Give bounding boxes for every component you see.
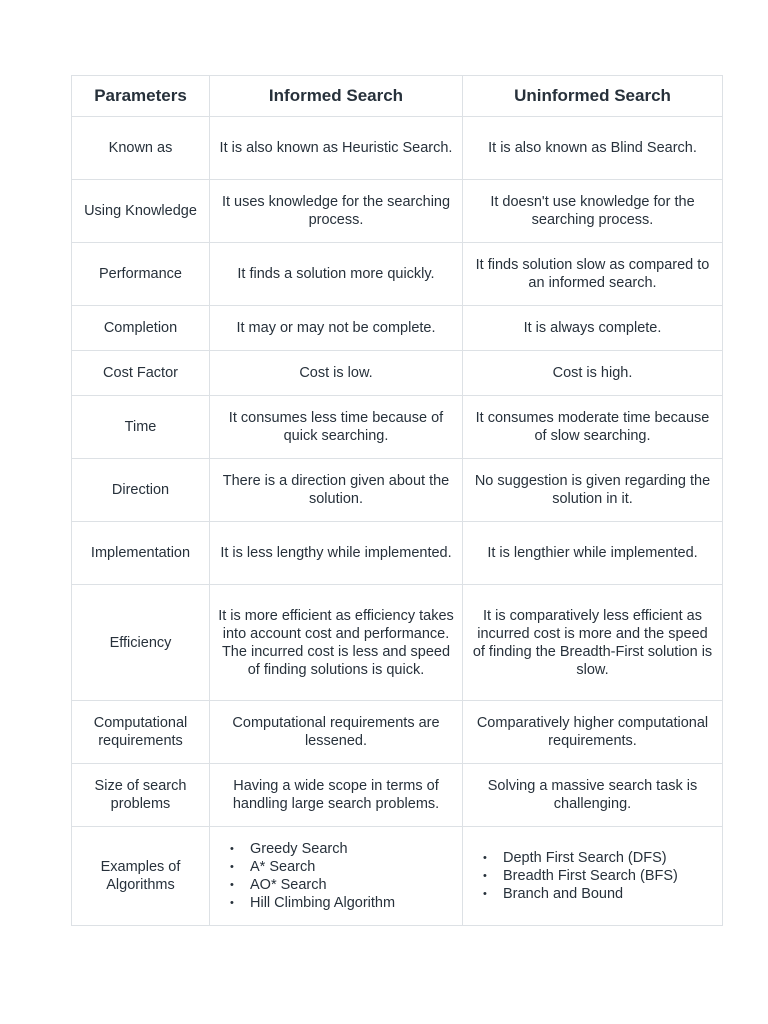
informed-cell: It finds a solution more quickly. <box>210 243 463 306</box>
uninformed-cell: Cost is high. <box>463 351 723 396</box>
parameter-cell: Known as <box>72 117 210 180</box>
informed-algorithms-list <box>218 840 454 912</box>
uninformed-cell: It doesn't use knowledge for the searching process. <box>463 180 723 243</box>
table-row <box>72 243 723 306</box>
parameter-cell: Cost Factor <box>72 351 210 396</box>
header-informed-search: Informed Search <box>210 76 463 117</box>
uninformed-cell: It is comparatively less efficient as incurred cost is more and the speed of finding the Breadth-First solution is slow. <box>463 585 723 701</box>
uninformed-cell: No suggestion is given regarding the solution in it. <box>463 459 723 522</box>
table-row <box>72 117 723 180</box>
informed-cell: Having a wide scope in terms of handling large search problems. <box>210 764 463 827</box>
header-uninformed-search: Uninformed Search <box>463 76 723 117</box>
list-item <box>230 894 454 912</box>
table-row <box>72 459 723 522</box>
bullet-icon: • <box>483 870 487 882</box>
list-item <box>483 867 714 885</box>
parameter-cell: Completion <box>72 306 210 351</box>
comparison-table <box>71 75 723 926</box>
uninformed-cell: Solving a massive search task is challenging. <box>463 764 723 827</box>
informed-algorithms-cell <box>210 827 463 926</box>
informed-cell: It may or may not be complete. <box>210 306 463 351</box>
bullet-icon: • <box>483 888 487 900</box>
parameter-cell: Direction <box>72 459 210 522</box>
uninformed-cell: It is also known as Blind Search. <box>463 117 723 180</box>
parameter-cell: Examples of Algorithms <box>72 827 210 926</box>
list-item <box>230 876 454 894</box>
bullet-icon: • <box>230 843 234 855</box>
uninformed-cell: Comparatively higher computational requirements. <box>463 701 723 764</box>
informed-cell: It consumes less time because of quick searching. <box>210 396 463 459</box>
header-parameters: Parameters <box>72 76 210 117</box>
parameter-cell: Size of search problems <box>72 764 210 827</box>
bullet-icon: • <box>483 852 487 864</box>
parameter-cell: Performance <box>72 243 210 306</box>
uninformed-cell: It finds solution slow as compared to an informed search. <box>463 243 723 306</box>
table-row <box>72 827 723 926</box>
uninformed-cell: It is always complete. <box>463 306 723 351</box>
informed-cell: There is a direction given about the solution. <box>210 459 463 522</box>
list-item <box>483 885 714 903</box>
uninformed-algorithms-list <box>471 849 714 903</box>
table-row <box>72 180 723 243</box>
uninformed-algorithms-cell <box>463 827 723 926</box>
table-row <box>72 585 723 701</box>
list-item-label: Branch and Bound <box>503 886 624 902</box>
uninformed-cell: It consumes moderate time because of slow searching. <box>463 396 723 459</box>
bullet-icon: • <box>230 897 234 909</box>
parameter-cell: Computational requirements <box>72 701 210 764</box>
parameter-cell: Time <box>72 396 210 459</box>
list-item-label: Breadth First Search (BFS) <box>503 868 678 884</box>
table-row <box>72 396 723 459</box>
table-header-row <box>72 76 723 117</box>
informed-cell: It uses knowledge for the searching process. <box>210 180 463 243</box>
table-row <box>72 764 723 827</box>
list-item-label: Depth First Search (DFS) <box>503 850 667 866</box>
list-item <box>483 849 714 867</box>
informed-cell: It is also known as Heuristic Search. <box>210 117 463 180</box>
list-item-label: Hill Climbing Algorithm <box>250 895 396 911</box>
list-item <box>230 858 454 876</box>
informed-cell: It is less lengthy while implemented. <box>210 522 463 585</box>
uninformed-cell: It is lengthier while implemented. <box>463 522 723 585</box>
list-item-label: Greedy Search <box>250 841 348 857</box>
list-item-label: AO* Search <box>250 877 327 893</box>
informed-cell: It is more efficient as efficiency takes into account cost and performance. The incurred cost is less and speed of finding solutions is quick. <box>210 585 463 701</box>
bullet-icon: • <box>230 879 234 891</box>
list-item <box>230 840 454 858</box>
parameter-cell: Implementation <box>72 522 210 585</box>
informed-cell: Computational requirements are lessened. <box>210 701 463 764</box>
table-row <box>72 701 723 764</box>
table-row <box>72 522 723 585</box>
informed-cell: Cost is low. <box>210 351 463 396</box>
bullet-icon: • <box>230 861 234 873</box>
table-row <box>72 351 723 396</box>
table-row <box>72 306 723 351</box>
parameter-cell: Efficiency <box>72 585 210 701</box>
parameter-cell: Using Knowledge <box>72 180 210 243</box>
list-item-label: A* Search <box>250 859 316 875</box>
